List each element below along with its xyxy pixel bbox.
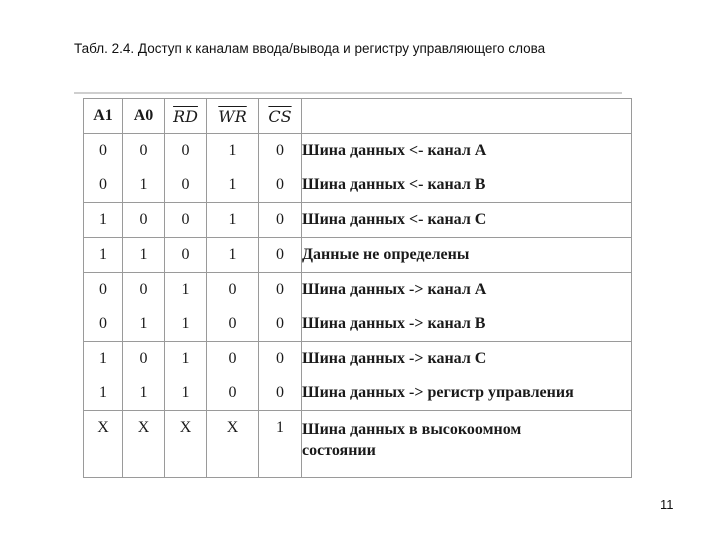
- cell-description: Шина данных в высокоомном состоянии: [302, 411, 632, 478]
- cell-rd: 1: [165, 342, 207, 377]
- cell-a1: 0: [84, 168, 123, 203]
- cell-wr: 0: [207, 273, 259, 308]
- cell-rd: 0: [165, 238, 207, 273]
- top-divider: [74, 92, 622, 94]
- cell-description: Шина данных -> регистр управления: [302, 376, 632, 411]
- cell-cs: 0: [259, 273, 302, 308]
- cell-a1: 1: [84, 203, 123, 238]
- cell-wr: 1: [207, 238, 259, 273]
- cell-wr: 1: [207, 134, 259, 169]
- cell-a1: X: [84, 411, 123, 478]
- cell-a0: 0: [123, 203, 165, 238]
- cell-rd: 1: [165, 376, 207, 411]
- cell-wr: 0: [207, 307, 259, 342]
- header-a1: A1: [84, 99, 123, 134]
- table-header-row: [84, 99, 632, 134]
- cell-description: Шина данных <- канал В: [302, 168, 632, 203]
- header-description: [302, 99, 632, 134]
- cell-a1: 0: [84, 134, 123, 169]
- cell-wr: 0: [207, 342, 259, 377]
- cell-a1: 1: [84, 342, 123, 377]
- cell-cs: 1: [259, 411, 302, 478]
- cell-rd: 1: [165, 273, 207, 308]
- header-cs: $\overline{CS}$: [259, 99, 302, 134]
- cell-cs: 0: [259, 168, 302, 203]
- cell-wr: 1: [207, 168, 259, 203]
- table-row: [84, 134, 632, 169]
- cell-a0: X: [123, 411, 165, 478]
- cell-cs: 0: [259, 376, 302, 411]
- cell-a0: 1: [123, 307, 165, 342]
- table-row: [84, 203, 632, 238]
- header-rd: $\overline{RD}$: [165, 99, 207, 134]
- table-row: [84, 238, 632, 273]
- header-wr: $\overline{WR}$: [207, 99, 259, 134]
- cell-a0: 1: [123, 376, 165, 411]
- table-row: [84, 307, 632, 342]
- cell-cs: 0: [259, 342, 302, 377]
- table-caption: Табл. 2.4. Доступ к каналам ввода/вывода и регистру управляющего слова: [74, 41, 546, 56]
- table-row: [84, 273, 632, 308]
- cell-a1: 0: [84, 307, 123, 342]
- cell-description: Шина данных <- канал С: [302, 203, 632, 238]
- cell-a0: 0: [123, 134, 165, 169]
- cell-wr: 0: [207, 376, 259, 411]
- cell-a1: 0: [84, 273, 123, 308]
- cell-a0: 0: [123, 273, 165, 308]
- cell-description: Данные не определены: [302, 238, 632, 273]
- cell-a1: 1: [84, 376, 123, 411]
- cell-wr: 1: [207, 203, 259, 238]
- table-row: [84, 342, 632, 377]
- cell-rd: 0: [165, 203, 207, 238]
- header-a0: A0: [123, 99, 165, 134]
- io-access-table: [83, 98, 632, 478]
- cell-rd: 1: [165, 307, 207, 342]
- cell-description: Шина данных -> канал А: [302, 273, 632, 308]
- cell-a1: 1: [84, 238, 123, 273]
- page-number: 11: [660, 497, 674, 512]
- table-row: [84, 376, 632, 411]
- cell-cs: 0: [259, 203, 302, 238]
- cell-a0: 1: [123, 168, 165, 203]
- cell-description: Шина данных <- канал А: [302, 134, 632, 169]
- cell-cs: 0: [259, 238, 302, 273]
- cell-rd: 0: [165, 134, 207, 169]
- cell-cs: 0: [259, 307, 302, 342]
- table-row: [84, 411, 632, 478]
- cell-a0: 0: [123, 342, 165, 377]
- cell-description: Шина данных -> канал В: [302, 307, 632, 342]
- cell-cs: 0: [259, 134, 302, 169]
- cell-a0: 1: [123, 238, 165, 273]
- cell-wr: X: [207, 411, 259, 478]
- table-row: [84, 168, 632, 203]
- cell-description: Шина данных -> канал С: [302, 342, 632, 377]
- cell-rd: 0: [165, 168, 207, 203]
- cell-rd: X: [165, 411, 207, 478]
